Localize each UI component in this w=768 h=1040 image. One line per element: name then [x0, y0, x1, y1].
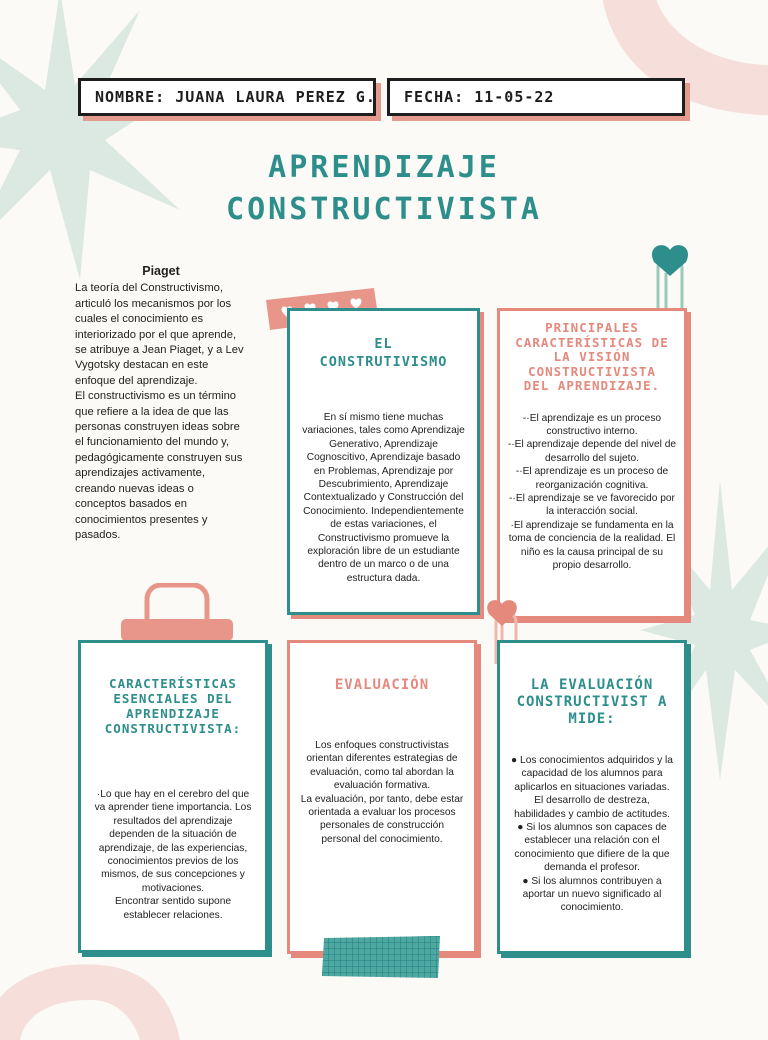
- card-principales-body: [507, 412, 677, 573]
- principales-item-4: -·El aprendizaje se ve favorecido por la interacción social.: [509, 492, 675, 518]
- card-constructivismo: [287, 308, 480, 615]
- starburst-top-left-decoration: [0, 0, 190, 280]
- card-evaluacion: [287, 640, 477, 954]
- mide-item-2: El desarrollo de destreza, habilidades y cambio de actitudes.: [514, 795, 670, 820]
- principales-item-5: ·El aprendizaje se fundamenta en la toma de conciencia de la realidad. El niño es la causa principal de su propio desarrollo.: [508, 519, 676, 571]
- name-label: NOMBRE: JUANA LAURA PEREZ G.: [95, 88, 376, 106]
- card-principales-title: PRINCIPALES CARACTERÍSTICAS DE LA VISIÓN CONSTRUCTIVISTA DEL APRENDIZAJE.: [515, 320, 669, 393]
- card-mide: [497, 640, 687, 954]
- card-esenciales-body: [91, 788, 255, 922]
- grid-tape-decoration: [322, 936, 442, 980]
- card-mide-body: [508, 754, 676, 915]
- card-constructivismo-title: EL CONSTRUTIVISMO: [319, 336, 448, 370]
- arc-bottom-left-decoration: [0, 960, 180, 1040]
- arc-top-right-decoration: [590, 0, 768, 140]
- principales-item-1: -·El aprendizaje es un proceso constructivo interno.: [522, 412, 662, 437]
- principales-item-2: -·El aprendizaje depende del nivel de desarrollo del sujeto.: [507, 439, 677, 464]
- principales-item-3: -·El aprendizaje es un proceso de reorganización cognitiva.: [515, 466, 669, 491]
- name-field: [78, 78, 376, 116]
- page-title-line1: APRENDIZAJE: [268, 150, 500, 185]
- card-esenciales: [78, 640, 268, 953]
- card-constructivismo-body: [300, 411, 467, 585]
- date-field: [387, 78, 685, 116]
- esenciales-text-2: Encontrar sentido supone establecer relaciones.: [114, 896, 232, 921]
- card-evaluacion-title: EVALUACIÓN: [334, 677, 430, 693]
- evaluacion-text-2: La evaluación, por tanto, debe estar orientada a evaluar los procesos personales de construcción personal del conocimiento.: [300, 793, 464, 845]
- intro-paragraph-2: El constructivismo es un término que refiere a la idea de que las personas construyen ideas sobre el funcionamiento del mundo y, pedagógicamente construyen sus aprendizajes activamente, creando nuevas ideas o conceptos basados en conocimientos presentes y pasados.: [75, 390, 243, 541]
- card-principales: [497, 308, 687, 619]
- evaluacion-text: Los enfoques constructivistas orientan diferentes estrategias de evaluación, como tal abordan la evaluación formativa.: [306, 740, 458, 792]
- intro-section: [75, 264, 247, 543]
- intro-heading: Piaget: [142, 264, 180, 278]
- date-label: FECHA: 11-05-22: [404, 88, 555, 106]
- mide-item-3: ● Si los alumnos son capaces de establecer una relación con el conocimiento que difiere de la que demanda el profesor.: [514, 822, 670, 874]
- card-evaluacion-body: [300, 739, 464, 846]
- mide-item-1: ● Los conocimientos adquiridos y la capacidad de los alumnos para aplicarlos en situaciones variadas.: [511, 755, 673, 793]
- binder-clip-decoration: [117, 583, 237, 643]
- mide-item-4: ● Si los alumnos contribuyen a aportar un nuevo significado al conocimiento.: [522, 875, 662, 914]
- esenciales-text: ·Lo que hay en el cerebro del que va aprender tiene importancia. Los resultados del aprendizaje dependen de la situación de aprendizaje, de las experiencias, conocimientos previos de los mismos, de sus concepciones y motivaciones.: [94, 789, 252, 894]
- card-mide-title: LA EVALUACIÓN CONSTRUCTIVIST A MIDE:: [516, 677, 668, 727]
- intro-paragraph-1: La teoría del Constructivismo, articuló los mecanismos por los cuales el conocimiento es interiorizado por el que aprende, se atribuye a Jean Piaget, y a Lev Vygotsky destacan en este enfoque del aprendizaje.: [75, 282, 244, 387]
- page-title-line2: CONSTRUCTIVISTA: [226, 192, 542, 227]
- card-constructivismo-text: En sí mismo tiene muchas variaciones, tales como Aprendizaje Generativo, Aprendizaje Cognoscitivo, Aprendizaje basado en Problemas, Aprendizaje por Descubrimiento, Aprendizaje Contextualizado y Construcción del Conocimiento. Independientemente de estas variaciones, el Constructivismo promueve la exploración libre de un estudiante dentro de un marco o de una estructura dada.: [302, 412, 465, 584]
- card-esenciales-title: CARACTERÍSTICAS ESENCIALES DEL APRENDIZAJE CONSTRUCTIVISTA:: [104, 676, 242, 736]
